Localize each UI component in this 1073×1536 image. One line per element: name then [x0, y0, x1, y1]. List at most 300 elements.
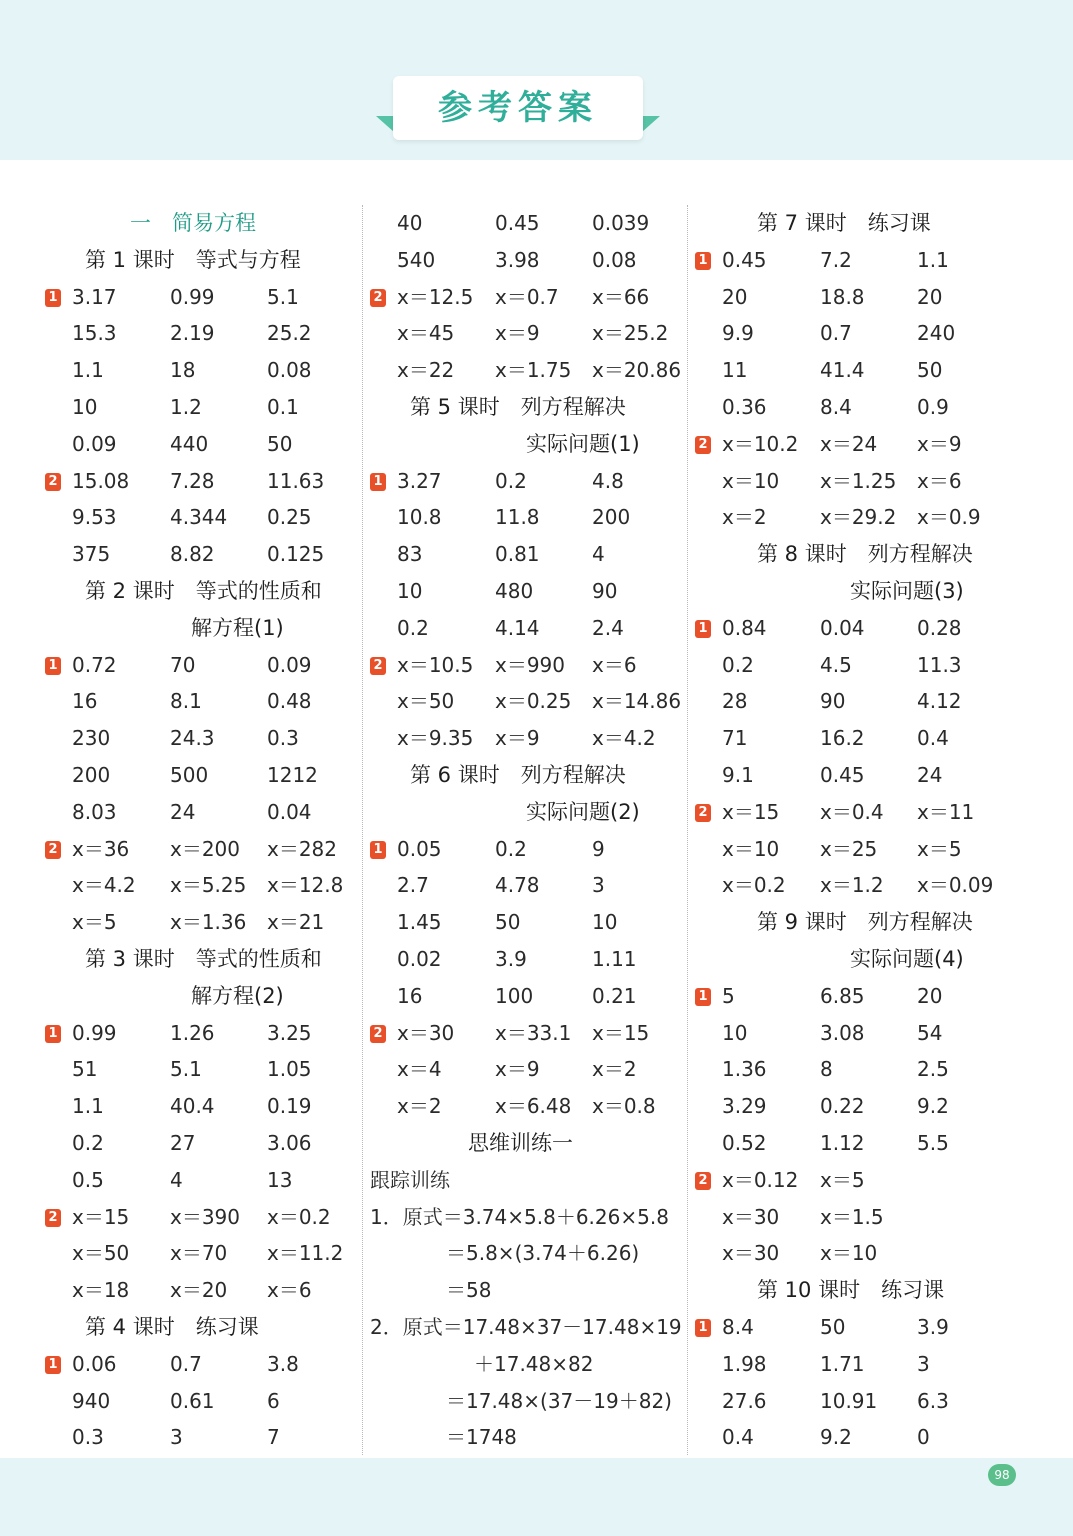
answer-row — [370, 352, 685, 389]
answer-row — [45, 1346, 360, 1383]
answer-cell: 24.3 — [170, 726, 215, 751]
answer-cell: 90 — [592, 579, 618, 603]
solution-line — [370, 1162, 685, 1199]
line-text: 第 7 课时 练习课 — [757, 211, 931, 235]
answer-row — [695, 1419, 1025, 1456]
answer-row — [695, 242, 1025, 279]
answer-cell: 5.1 — [170, 1057, 202, 1082]
answer-cell: x＝15 — [592, 1020, 650, 1045]
answer-row — [45, 757, 360, 794]
line-text: 第 6 课时 列方程解决 — [410, 763, 626, 787]
footer-band — [0, 1458, 1073, 1536]
lesson-heading — [45, 978, 360, 1015]
answer-cell: x＝36 — [72, 836, 130, 861]
answer-row — [695, 831, 1025, 868]
answer-cell: x＝6 — [917, 468, 962, 493]
answer-cell: 0.2 — [397, 615, 429, 640]
answer-cell: 4.12 — [917, 689, 962, 714]
answer-cell: x＝15 — [72, 1204, 130, 1229]
solution-line — [370, 1346, 685, 1383]
answer-cell: 16 — [72, 689, 98, 714]
answer-row — [695, 1125, 1025, 1162]
answer-cell: 0.2 — [72, 1131, 104, 1155]
answer-cell: x＝4.2 — [592, 726, 656, 751]
answer-cell: 27 — [170, 1131, 196, 1155]
answer-cell: 13 — [267, 1167, 293, 1192]
answer-cell: 2.4 — [592, 615, 624, 640]
answer-cell: x＝1.5 — [820, 1204, 884, 1229]
line-text: 第 5 课时 列方程解决 — [410, 395, 626, 419]
answer-cell: 3.98 — [495, 247, 540, 272]
line-text: 解方程(2) — [191, 983, 284, 1008]
answer-cell: 5.5 — [917, 1131, 949, 1155]
answer-cell: x＝0.2 — [722, 873, 786, 898]
answer-cell: 6 — [267, 1388, 280, 1413]
question-number-badge: 2 — [45, 841, 61, 859]
lesson-heading — [370, 794, 685, 831]
answer-row — [370, 1088, 685, 1125]
question-number-badge: 1 — [45, 657, 61, 675]
answer-cell: 0.125 — [267, 542, 325, 567]
answer-cell: x＝1.75 — [495, 358, 572, 383]
answer-cell: x＝6 — [267, 1278, 312, 1303]
answer-cell: 0.08 — [592, 247, 637, 272]
lesson-heading — [45, 573, 360, 610]
answer-row — [695, 1088, 1025, 1125]
answer-cell: 9.2 — [820, 1425, 852, 1450]
answer-cell: 0.81 — [495, 542, 540, 567]
lesson-heading — [695, 573, 1025, 610]
answer-cell: 375 — [72, 542, 111, 567]
lesson-heading — [45, 1309, 360, 1346]
line-text: ＝5.8×(3.74＋6.26) — [446, 1241, 640, 1266]
answer-row — [370, 978, 685, 1015]
answer-cell: x＝30 — [397, 1020, 455, 1045]
answer-cell: x＝6 — [592, 652, 637, 677]
answer-cell: 16.2 — [820, 726, 865, 751]
answer-cell: 5.1 — [267, 284, 299, 309]
answer-row — [370, 941, 685, 978]
answer-cell: 0.52 — [722, 1131, 767, 1155]
solution-line — [370, 1199, 685, 1236]
answer-cell: 0.2 — [495, 836, 527, 861]
answer-cell: 18 — [170, 358, 196, 383]
lesson-heading — [695, 941, 1025, 978]
answer-cell: 0.25 — [267, 505, 312, 530]
answer-cell: 2.5 — [917, 1057, 949, 1082]
answer-cell: 0.99 — [170, 284, 215, 309]
answer-row — [370, 279, 685, 316]
answer-cell: 51 — [72, 1057, 98, 1082]
answer-cell: 20 — [917, 284, 943, 309]
answer-row — [45, 867, 360, 904]
answer-cell: 0.45 — [495, 211, 540, 235]
answer-cell: 1212 — [267, 763, 318, 787]
answer-cell: x＝9.35 — [397, 726, 474, 751]
lesson-heading — [45, 610, 360, 647]
answer-cell: 6.3 — [917, 1388, 949, 1413]
answer-cell: 1.98 — [722, 1351, 767, 1376]
answer-cell: 10.91 — [820, 1388, 878, 1413]
answer-cell: x＝9 — [495, 1057, 540, 1082]
answer-row — [45, 463, 360, 500]
answer-cell: 4.5 — [820, 652, 852, 677]
answer-cell: x＝12.5 — [397, 284, 474, 309]
answer-row — [45, 904, 360, 941]
answer-row — [695, 315, 1025, 352]
answer-cell: 0.84 — [722, 615, 767, 640]
answer-row — [370, 205, 685, 242]
question-number-badge: 2 — [45, 1209, 61, 1227]
page-title-banner — [393, 76, 643, 140]
lesson-heading — [45, 941, 360, 978]
answer-cell: x＝14.86 — [592, 689, 682, 714]
answer-cell: x＝4.2 — [72, 873, 136, 898]
answer-cell: x＝0.25 — [495, 689, 572, 714]
answer-cell: x＝9 — [495, 321, 540, 346]
solution-line — [370, 1235, 685, 1272]
answer-cell: 4.14 — [495, 615, 540, 640]
answer-cell: x＝5.25 — [170, 873, 247, 898]
solution-line — [370, 1383, 685, 1420]
answer-cell: 50 — [917, 358, 943, 383]
answer-row — [45, 1199, 360, 1236]
lesson-heading — [695, 205, 1025, 242]
answer-cell: x＝10 — [722, 468, 780, 493]
answer-cell: 240 — [917, 321, 956, 346]
answer-cell: x＝0.12 — [722, 1167, 799, 1192]
question-number-badge: 1 — [695, 252, 711, 270]
answer-cell: 10 — [722, 1020, 748, 1045]
answer-row — [370, 867, 685, 904]
answer-cell: x＝11 — [917, 799, 975, 824]
answer-row — [45, 426, 360, 463]
answer-cell: x＝50 — [397, 689, 455, 714]
answer-cell: 24 — [170, 799, 196, 824]
answer-cell: x＝0.2 — [267, 1204, 331, 1229]
answer-row — [370, 1015, 685, 1052]
answer-cell: x＝282 — [267, 836, 338, 861]
answer-row — [370, 315, 685, 352]
answer-cell: 7.2 — [820, 247, 852, 272]
line-text: ＝1748 — [446, 1425, 517, 1450]
answer-cell: x＝15 — [722, 799, 780, 824]
answer-cell: x＝11.2 — [267, 1241, 344, 1266]
answer-cell: 9.9 — [722, 321, 754, 346]
answer-cell: 0.99 — [72, 1020, 117, 1045]
answer-cell: 25.2 — [267, 321, 312, 346]
answer-row — [45, 1419, 360, 1456]
answer-cell: 8.1 — [170, 689, 202, 714]
answer-cell: 9 — [592, 836, 605, 861]
question-number-badge: 1 — [370, 473, 386, 491]
question-number-badge: 2 — [370, 657, 386, 675]
line-text: 解方程(1) — [191, 615, 284, 640]
answer-row — [370, 1051, 685, 1088]
answer-cell: 0.06 — [72, 1351, 117, 1376]
answer-cell: 15.08 — [72, 468, 130, 493]
answer-cell: 8.4 — [820, 395, 852, 419]
answer-cell: 0.45 — [820, 763, 865, 787]
answer-cell: x＝4 — [397, 1057, 442, 1082]
solution-line — [370, 1419, 685, 1456]
answer-cell: 24 — [917, 763, 943, 787]
answer-cell: 0.2 — [495, 468, 527, 493]
lesson-heading — [45, 242, 360, 279]
answer-cell: 20 — [722, 284, 748, 309]
answer-cell: 0.08 — [267, 358, 312, 383]
answer-row — [695, 867, 1025, 904]
answer-cell: x＝0.4 — [820, 799, 884, 824]
answer-cell: x＝1.25 — [820, 468, 897, 493]
answer-row — [45, 1015, 360, 1052]
answer-cell: 0.19 — [267, 1094, 312, 1119]
line-text: 第 1 课时 等式与方程 — [85, 247, 301, 272]
banner-left-ribbon — [376, 116, 394, 132]
answer-cell: 1.12 — [820, 1131, 865, 1155]
answer-cell: 4 — [592, 542, 605, 567]
answer-cell: 10.8 — [397, 505, 442, 530]
answer-cell: 480 — [495, 579, 534, 603]
answer-cell: 540 — [397, 247, 436, 272]
answer-cell: 1.1 — [72, 358, 104, 383]
answer-cell: 1.36 — [722, 1057, 767, 1082]
answer-cell: x＝33.1 — [495, 1020, 572, 1045]
line-text: ＋17.48×82 — [474, 1351, 594, 1376]
line-text: ＝58 — [446, 1278, 492, 1303]
answer-row — [695, 683, 1025, 720]
answer-row — [695, 1051, 1025, 1088]
answer-cell: 50 — [820, 1315, 846, 1339]
answer-cell: 0.04 — [267, 799, 312, 824]
line-text: 实际问题(1) — [526, 431, 640, 456]
answer-cell: 9.53 — [72, 505, 117, 530]
answer-cell: x＝10 — [820, 1241, 878, 1266]
answer-cell: 0.61 — [170, 1388, 215, 1413]
answer-cell: x＝66 — [592, 284, 650, 309]
answer-cell: 500 — [170, 763, 209, 787]
answer-row — [45, 831, 360, 868]
answer-cell: 3.27 — [397, 468, 442, 493]
question-number-badge: 1 — [45, 1025, 61, 1043]
answer-cell: 27.6 — [722, 1388, 767, 1413]
banner-right-ribbon — [642, 116, 660, 132]
answer-cell: 3.08 — [820, 1020, 865, 1045]
answer-cell: x＝25.2 — [592, 321, 669, 346]
answer-cell: 0.36 — [722, 395, 767, 419]
line-text: 实际问题(2) — [526, 799, 640, 824]
answer-cell: 1.11 — [592, 947, 637, 971]
answer-cell: x＝70 — [170, 1241, 228, 1266]
lesson-heading — [695, 904, 1025, 941]
answer-cell: 40 — [397, 211, 423, 235]
answer-cell: 83 — [397, 542, 423, 567]
answer-cell: 70 — [170, 652, 196, 677]
answer-cell: x＝24 — [820, 431, 878, 456]
answer-row — [45, 352, 360, 389]
answer-cell: 7.28 — [170, 468, 215, 493]
answer-cell: x＝5 — [917, 836, 962, 861]
answer-cell: 200 — [72, 763, 111, 787]
answer-cell: 5 — [722, 983, 735, 1008]
answer-cell: x＝0.09 — [917, 873, 994, 898]
line-text: 第 2 课时 等式的性质和 — [85, 579, 322, 603]
answer-cell: 7 — [267, 1425, 280, 1450]
answer-cell: 3.29 — [722, 1094, 767, 1119]
answer-cell: 9.2 — [917, 1094, 949, 1119]
answer-cell: 0.72 — [72, 652, 117, 677]
answer-cell: x＝5 — [72, 910, 117, 935]
answer-cell: x＝45 — [397, 321, 455, 346]
answer-cell: 50 — [267, 431, 293, 456]
answer-row — [695, 1309, 1025, 1346]
answer-cell: 18.8 — [820, 284, 865, 309]
answer-cell: 9.1 — [722, 763, 754, 787]
question-number-badge: 1 — [45, 289, 61, 307]
answer-cell: 2.7 — [397, 873, 429, 898]
answer-cell: 54 — [917, 1020, 943, 1045]
unit-heading — [45, 205, 360, 242]
line-text: 第 10 课时 练习课 — [757, 1278, 945, 1303]
column-divider-2 — [687, 205, 688, 1455]
answer-cell: 1.2 — [170, 395, 202, 419]
answer-cell: x＝200 — [170, 836, 241, 861]
answer-cell: 3.8 — [267, 1351, 299, 1376]
answer-row — [695, 1346, 1025, 1383]
question-number-badge: 2 — [695, 804, 711, 822]
lesson-heading — [695, 1272, 1025, 1309]
answer-cell: 41.4 — [820, 358, 865, 383]
lesson-heading — [370, 389, 685, 426]
answer-row — [45, 1235, 360, 1272]
answer-cell: 3 — [170, 1425, 183, 1450]
answer-row — [370, 683, 685, 720]
answer-cell: 0.2 — [722, 652, 754, 677]
line-text: 第 9 课时 列方程解决 — [757, 910, 973, 935]
answer-cell: 2.19 — [170, 321, 215, 346]
answer-cell: x＝30 — [722, 1204, 780, 1229]
answer-row — [370, 720, 685, 757]
answer-cell: x＝21 — [267, 910, 325, 935]
answer-row — [45, 536, 360, 573]
answer-cell: x＝20.86 — [592, 358, 682, 383]
answer-cell: 1.45 — [397, 910, 442, 935]
answer-row — [695, 426, 1025, 463]
answer-row — [45, 1088, 360, 1125]
answer-row — [370, 647, 685, 684]
line-text: 跟踪训练 — [370, 1167, 450, 1192]
answer-cell: x＝18 — [72, 1278, 130, 1303]
page-title: 参考答案 — [438, 88, 598, 128]
answer-row — [695, 1015, 1025, 1052]
answer-cell: x＝12.8 — [267, 873, 344, 898]
answer-cell: 0.039 — [592, 211, 650, 235]
answer-row — [45, 1383, 360, 1420]
answer-cell: x＝0.9 — [917, 505, 981, 530]
answer-cell: x＝29.2 — [820, 505, 897, 530]
answer-row — [370, 904, 685, 941]
answer-cell: 8.82 — [170, 542, 215, 567]
answer-cell: 40.4 — [170, 1094, 215, 1119]
answer-cell: 15.3 — [72, 321, 117, 346]
line-text: 第 3 课时 等式的性质和 — [85, 947, 322, 971]
answer-cell: 8.4 — [722, 1315, 754, 1339]
answer-cell: x＝10 — [722, 836, 780, 861]
answer-cell: 0.7 — [170, 1351, 202, 1376]
page-number: 98 — [988, 1464, 1016, 1486]
answer-cell: x＝50 — [72, 1241, 130, 1266]
answer-cell: 0.02 — [397, 947, 442, 971]
answer-cell: x＝1.36 — [170, 910, 247, 935]
answer-cell: 3.06 — [267, 1131, 312, 1155]
answer-cell: 0.48 — [267, 689, 312, 714]
answer-cell: 11.3 — [917, 652, 962, 677]
question-number-badge: 2 — [370, 289, 386, 307]
answer-row — [695, 279, 1025, 316]
answer-cell: x＝9 — [917, 431, 962, 456]
answer-cell: x＝2 — [397, 1094, 442, 1119]
answer-cell: 3.9 — [495, 947, 527, 971]
answer-cell: 0.4 — [917, 726, 949, 751]
answer-cell: 0.09 — [267, 652, 312, 677]
question-number-badge: 1 — [45, 1356, 61, 1374]
lesson-heading — [370, 757, 685, 794]
answer-row — [45, 1272, 360, 1309]
answer-cell: 11.8 — [495, 505, 540, 530]
question-number-badge: 2 — [695, 1172, 711, 1190]
answer-row — [695, 1235, 1025, 1272]
answer-cell: 940 — [72, 1388, 111, 1413]
answer-cell: x＝30 — [722, 1241, 780, 1266]
answer-cell: 4.344 — [170, 505, 228, 530]
answer-row — [695, 1383, 1025, 1420]
answer-cell: 71 — [722, 726, 748, 751]
answer-row — [695, 463, 1025, 500]
answer-cell: 0.3 — [72, 1425, 104, 1450]
answer-cell: x＝9 — [495, 726, 540, 751]
question-number-badge: 2 — [370, 1025, 386, 1043]
answer-row — [370, 831, 685, 868]
column-divider-1 — [362, 205, 363, 1455]
answer-cell: x＝22 — [397, 358, 455, 383]
answer-cell: 20 — [917, 983, 943, 1008]
answer-row — [695, 978, 1025, 1015]
answer-row — [45, 794, 360, 831]
question-number-badge: 1 — [370, 841, 386, 859]
line-text: ＝17.48×(37－19＋82) — [446, 1388, 672, 1413]
question-number-badge: 1 — [695, 988, 711, 1006]
answer-cell: 11 — [722, 358, 748, 383]
answer-cell: 0.4 — [722, 1425, 754, 1450]
answer-cell: 0.3 — [267, 726, 299, 751]
solution-line — [370, 1272, 685, 1309]
answer-cell: 0.1 — [267, 395, 299, 419]
answer-cell: x＝390 — [170, 1204, 241, 1229]
answer-cell: 10 — [72, 395, 98, 419]
question-number-badge: 2 — [45, 473, 61, 491]
answer-row — [370, 242, 685, 279]
answer-cell: 3.17 — [72, 284, 117, 309]
answer-cell: 6.85 — [820, 983, 865, 1008]
answer-cell: x＝2 — [722, 505, 767, 530]
answer-cell: 1.1 — [917, 247, 949, 272]
answer-row — [695, 794, 1025, 831]
answer-cell: 1.71 — [820, 1351, 865, 1376]
lesson-heading — [370, 1125, 685, 1162]
answer-row — [695, 1162, 1025, 1199]
answer-cell: 90 — [820, 689, 846, 714]
line-text: 1．原式＝3.74×5.8＋6.26×5.8 — [370, 1204, 669, 1229]
